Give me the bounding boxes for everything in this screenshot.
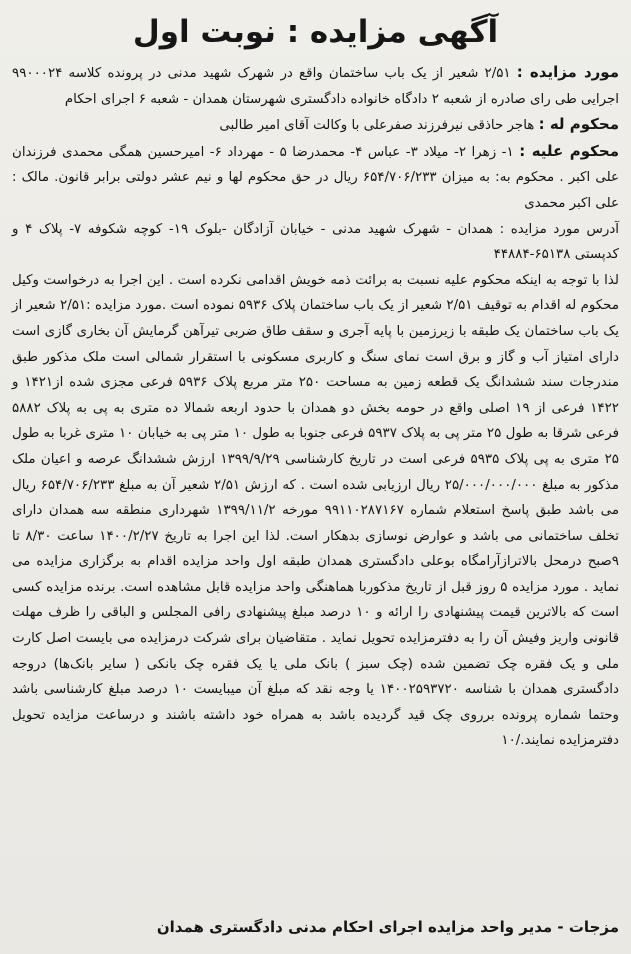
notice-footer: مزجات - مدیر واحد مزایده اجرای احکام مدنی دادگستری همدان — [156, 918, 619, 936]
creditor-paragraph — [12, 112, 619, 139]
debtors-text: ۱- زهرا ۲- میلاد ۳- عباس ۴- محمدرضا ۵ - مهرداد ۶- امیرحسین همگی محمدی فرزندان علی اکبر . محکوم به: به میزان ۶۵۴/۷۰۶/۲۳۳ ریال در حق محکوم لها و نیم عشر دولتی برابر قانون. مالک : علی اکبر محمدی — [12, 144, 620, 211]
auction-subject-paragraph — [12, 60, 619, 112]
auction-subject-text: ۲/۵۱ شعیر از یک باب ساختمان واقع در شهرک شهید مدنی در پرونده کلاسه ۹۹۰۰۰۲۴ اجرایی طی رای صادره از شعبه ۲ دادگاه خانواده دادگستری شهرستان همدان - شعبه ۶ اجرای احکام — [12, 66, 619, 107]
creditor-label: محکوم له : — [538, 115, 619, 134]
debtors-label: محکوم علیه : — [519, 141, 619, 160]
auction-subject-label: مورد مزایده : — [516, 63, 619, 81]
notice-title: آگهی مزایده : نوبت اول — [132, 14, 499, 50]
main-text: لذا با توجه به اینکه محکوم علیه نسبت به برائت ذمه خویش اقدامی نکرده است . این اجرا به درخواست وکیل محکوم له اقدام به توقیف ۲/۵۱ شعیر از یک باب ساختمان پلاک ۵۹۳۶ نموده است .مورد مزایده :۲/۵۱ شعیر از یک باب ساختمان یک طبقه با زیرزمین با پایه آجری و سقف طاق ضربی تیرآهن گرمایش آن بخاری گازی است دارای امتیاز آب و گاز و برق است نمای سنگ و کاربری مسکونی با استقرار شمالی است ملک مذکور طبق مندرجات سند ششدانگ یک قطعه زمین به مساحت ۲۵۰ متر مربع پلاک ۵۹۳۶ فرعی مجزی شده از۱۴۲۱ و ۱۴۲۲ فرعی از ۱۹ اصلی واقع در حومه بخش دو همدان با حدود اربعه شمالا ده متری به پی به پلاک ۵۸۸۲ فرعی شرقا به طول ۲۵ متر پی به پلاک ۵۹۳۷ فرعی جنوبا به طول ۱۰ متر پی به خیابان ۱۰ متری غربا به طول ۲۵ متری به پی پلاک ۵۹۳۵ فرعی است در تاریخ کارشناسی ۱۳۹۹/۹/۲۹ ارزش ششدانگ عرصه و اعیان ملک مذکور به مبلغ ۲۵/۰۰۰/۰۰۰/۰۰۰ ریال ارزیابی شده است . که ارزش ۲/۵۱ شعیر آن به مبلغ ۶۵۴/۷۰۶/۲۳۳ ریال می باشد طبق پاسخ استعلام شماره ۹۹۱۱۰۲۸۷۱۶۷ مورخه ۱۳۹۹/۱۱/۲ شهرداری منطقه سه همدان دارای تخلف ساختمانی می باشد و عوارض نوسازی بدهکار است. لذا این اجرا به تاریخ ۱۴۰۰/۲/۲۷ ساعت ۸/۳۰ تا ۹صبح درمحل بالاترازآرامگاه بوعلی دادگستری همدان طبقه اول واحد مزایده اقدام به برگزاری مزایده می نماید . مورد مزایده ۵ روز قبل از تاریخ مذکوربا هماهنگی واحد مزایده قابل مشاهده است. برنده مزایده کسی است که بالاترین قیمت پیشنهادی را ارائه و ۱۰ درصد مبلغ پیشنهادی رافی المجلس و الباقی را ظرف مهلت قانونی واریز وفیش آن را به دفترمزایده تحویل نماید . متقاضیان برای شرکت درمزایده می بایست اصل کارت ملی و یک فقره چک تضمین شده (چک سبز ) بانک ملی یا یک فقره چک بانکی ( سایر بانک‌ها) دروجه دادگستری همدان با شناسه ۱۴۰۰۲۵۹۳۷۲۰ یا وجه نقد که مبلغ آن میبایست ۱۰ درصد مبلغ کارشناسی باشد وحتما شماره پرونده برروی چک قید گردیده باشد به همراه خود داشته باشند و درساعت مزایده تحویل دفترمزایده نمایند./۱۰ — [12, 272, 619, 749]
main-text-paragraph — [12, 268, 619, 754]
creditor-text: هاجر حاذقی نیرفرزند صفرعلی با وکالت آقای امیر طالبی — [219, 118, 535, 134]
notice-body — [12, 60, 619, 754]
debtors-paragraph — [12, 139, 619, 217]
address-text: آدرس مورد مزایده : همدان - شهرک شهید مدنی - خیابان آزادگان -بلوک ۱۹- کوچه شکوفه ۷- پلاک ۴ و کدپستی ۶۵۱۳۸-۴۴۸۸۴ — [12, 221, 620, 263]
address-paragraph — [12, 217, 619, 268]
